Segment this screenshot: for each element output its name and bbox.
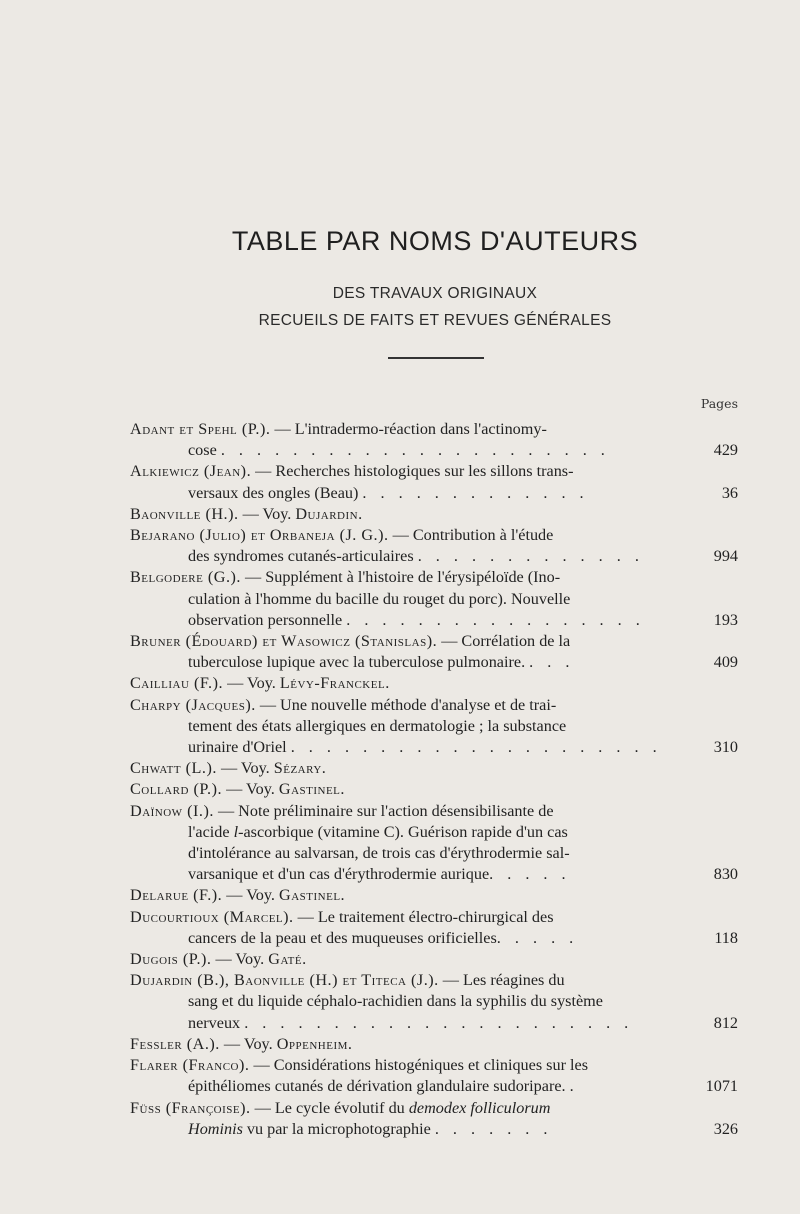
entry-authors: Adant et Spehl (P.).	[130, 420, 271, 438]
entry-authors: Füss (Françoise).	[130, 1098, 251, 1117]
entry-title-cont: vu par la microphotographie	[242, 1119, 431, 1138]
pages-column-header: Pages	[700, 396, 738, 411]
subtitle-line-1: DES TRAVAUX ORIGINAUX	[332, 285, 538, 302]
entry-title-cont: cose	[188, 441, 217, 460]
entry-see-ref: Oppenheim.	[276, 1034, 353, 1053]
entry-see: — Voy.	[222, 886, 280, 905]
entry-authors: Fessler (A.).	[130, 1034, 220, 1053]
index-entry-baonville	[130, 504, 740, 525]
index-entry-dujardin: Dujardin (B.), Baonville (H.) et Titeca (J.). — Les réagines du sang et du liquide céphalo-rachidien dans la syphilis du système nerveux . . . . . . . . . . . . . . . . . . . . . . 812	[130, 970, 740, 1034]
entry-authors: Charpy (Jacques).	[130, 695, 256, 714]
entry-title-cont: épithéliomes cutanés de dérivation glandulaire sudoripare.	[188, 1077, 566, 1096]
entry-page: 310	[713, 738, 738, 757]
page-title: TABLE PAR NOMS D'AUTEURS	[231, 226, 639, 256]
entry-authors: Ducourtioux (Marcel).	[130, 907, 294, 926]
entry-title-cont: varsanique et d'un cas d'érythrodermie aurique	[188, 865, 490, 884]
index-entry-bejarano: Bejarano (Julio) et Orbaneja (J. G.). — Contribution à l'étude des syndromes cutanés-articulaires . . . . . . . . . . . . . 994	[130, 525, 740, 567]
entry-page: 118	[714, 928, 738, 947]
entry-see-ref: Sézary.	[273, 759, 327, 778]
entry-authors: Chwatt (L.).	[130, 759, 217, 778]
entry-title: — Note préliminaire sur l'action désensibilisante de	[213, 801, 554, 820]
entry-title-cont: versaux des ongles (Beau)	[188, 483, 359, 502]
entry-title: — Le traitement électro-chirurgical des	[293, 907, 554, 926]
entry-authors: Daïnow (I.).	[130, 801, 214, 820]
entry-title-cont: tement des états allergiques en dermatologie ; la substance	[188, 716, 567, 735]
entry-authors: Delarue (F.).	[130, 886, 223, 905]
entry-title: — Le cycle évolutif du	[250, 1098, 409, 1117]
entry-authors: Baonville (H.).	[130, 504, 239, 523]
index-entry-chwatt	[130, 758, 740, 779]
entry-page: 429	[713, 441, 738, 460]
index-entry-collard	[130, 779, 740, 800]
entry-authors: Alkiewicz (Jean).	[130, 462, 252, 481]
entry-see-ref: Gastinel.	[279, 886, 346, 905]
entry-see-ref: Gaté.	[268, 950, 307, 969]
entry-authors: Bruner (Édouard) et Wasowicz (Stanislas).	[130, 632, 438, 651]
entry-title: — L'intradermo-réaction dans l'actinomy-	[270, 420, 547, 438]
entry-page: 193	[713, 610, 738, 629]
entry-authors: Dugois (P.).	[130, 950, 212, 969]
entry-see: — Voy.	[216, 759, 274, 778]
entry-page: 326	[713, 1119, 738, 1138]
entry-see: — Voy.	[219, 1034, 277, 1053]
entry-see: — Voy.	[211, 950, 269, 969]
entry-title-cont: tuberculose lupique avec la tuberculose pulmonaire.	[188, 653, 526, 672]
index-entry-bruner: Bruner (Édouard) et Wasowicz (Stanislas). — Corrélation de la tuberculose lupique avec la tuberculose pulmonaire. . . . 409	[130, 631, 740, 673]
entry-authors: Bejarano (Julio) et Orbaneja (J. G.).	[130, 526, 389, 545]
entry-title-cont: -ascorbique (vitamine C). Guérison rapide d'un cas	[238, 822, 568, 841]
entry-title: — Considérations histogéniques et cliniques sur les	[249, 1056, 588, 1075]
index-entry-adant: Adant et Spehl (P.). — L'intradermo-réaction dans l'actinomy- cose . . . . . . . . . . . . . . . . . . . . . . 429	[130, 419, 740, 461]
entry-authors: Belgodere (G.).	[130, 568, 241, 587]
entry-see: — Voy.	[238, 504, 296, 523]
index-entry-fuss: Füss (Françoise). — Le cycle évolutif du demodex folliculorum Hominis vu par la microphotographie . . . . . . . 326	[130, 1098, 740, 1140]
entry-authors: Collard (P.).	[130, 780, 223, 799]
entry-title-cont: l'acide	[188, 822, 234, 841]
entry-see-ref: Dujardin.	[295, 504, 363, 523]
entry-title-cont: nerveux	[188, 1013, 241, 1032]
entry-title-italic: Hominis	[188, 1119, 243, 1138]
entry-title: — Corrélation de la	[437, 632, 571, 651]
index-entry-cailliau	[130, 673, 740, 694]
index-entry-dainow: Daïnow (I.). — Note préliminaire sur l'action désensibilisante de l'acide l-ascorbique (vitamine C). Guérison rapide d'un cas d'intolérance au salvarsan, de trois cas d'érythrodermie sal- varsanique et d'un cas d'érythrodermie aurique. . . . . 830	[130, 801, 740, 886]
entry-see: — Voy.	[222, 780, 279, 799]
entry-page: 36	[721, 483, 738, 502]
entry-title-cont: d'intolérance au salvarsan, de trois cas d'érythrodermie sal-	[188, 844, 570, 863]
index-entry-alkiewicz: Alkiewicz (Jean). — Recherches histologiques sur les sillons trans- versaux des ongles (Beau) . . . . . . . . . . . . . 36	[130, 461, 740, 503]
entry-authors: Cailliau (F.).	[130, 674, 224, 693]
index-entry-dugois	[130, 949, 740, 970]
entry-title-cont: culation à l'homme du bacille du rouget du porc). Nouvelle	[188, 589, 571, 608]
entry-title-cont: des syndromes cutanés-articulaires	[188, 547, 414, 566]
index-entry-flarer: Flarer (Franco). — Considérations histogéniques et cliniques sur les épithéliomes cutanés de dérivation glandulaire sudoripare. . 1071	[130, 1055, 740, 1097]
entry-page: 994	[713, 547, 738, 566]
entry-see: — Voy.	[223, 674, 280, 693]
entry-title-cont: cancers de la peau et des muqueuses orificielles	[188, 928, 497, 947]
entry-title: — Contribution à l'étude	[388, 526, 554, 545]
author-index	[130, 419, 740, 1140]
entry-authors: Flarer (Franco).	[130, 1056, 250, 1075]
entry-title: — Recherches histologiques sur les sillons trans-	[251, 462, 574, 481]
index-entry-fessler	[130, 1034, 740, 1055]
index-entry-charpy: Charpy (Jacques). — Une nouvelle méthode d'analyse et de trai- tement des états allergiques en dermatologie ; la substance urinaire d'Oriel . . . . . . . . . . . . . . . . . . . . . 310	[130, 695, 740, 759]
entry-page: 812	[713, 1013, 738, 1032]
title-divider	[388, 357, 484, 359]
entry-page: 409	[713, 653, 738, 672]
entry-title: — Supplément à l'histoire de l'érysipéloïde (Ino-	[240, 568, 561, 587]
entry-title-italic: l	[233, 822, 239, 841]
entry-title-cont: sang et du liquide céphalo-rachidien dans la syphilis du système	[188, 992, 603, 1011]
entry-see-ref: Gastinel.	[278, 780, 345, 799]
index-entry-ducourtioux: Ducourtioux (Marcel). — Le traitement électro-chirurgical des cancers de la peau et des muqueuses orificielles. . . . . 118	[130, 907, 740, 949]
subtitle-line-2: RECUEILS DE FAITS ET REVUES GÉNÉRALES	[258, 312, 612, 329]
entry-title-cont: urinaire d'Oriel	[188, 738, 287, 757]
index-entry-delarue	[130, 885, 740, 906]
entry-title-cont: observation personnelle	[188, 610, 343, 629]
entry-page: 1071	[705, 1077, 738, 1096]
index-entry-belgodere: Belgodere (G.). — Supplément à l'histoire de l'érysipéloïde (Ino- culation à l'homme du bacille du rouget du porc). Nouvelle observation personnelle . . . . . . . . . . . . . . . . . 193	[130, 567, 740, 631]
entry-authors: Dujardin (B.), Baonville (H.) et Titeca (J.).	[130, 971, 439, 990]
entry-title: — Les réagines du	[438, 971, 565, 990]
entry-title-italic: demodex folliculorum	[408, 1098, 551, 1117]
entry-see-ref: Lévy-Franckel.	[279, 674, 390, 693]
entry-page: 830	[713, 865, 738, 884]
entry-title: — Une nouvelle méthode d'analyse et de trai-	[255, 695, 557, 714]
